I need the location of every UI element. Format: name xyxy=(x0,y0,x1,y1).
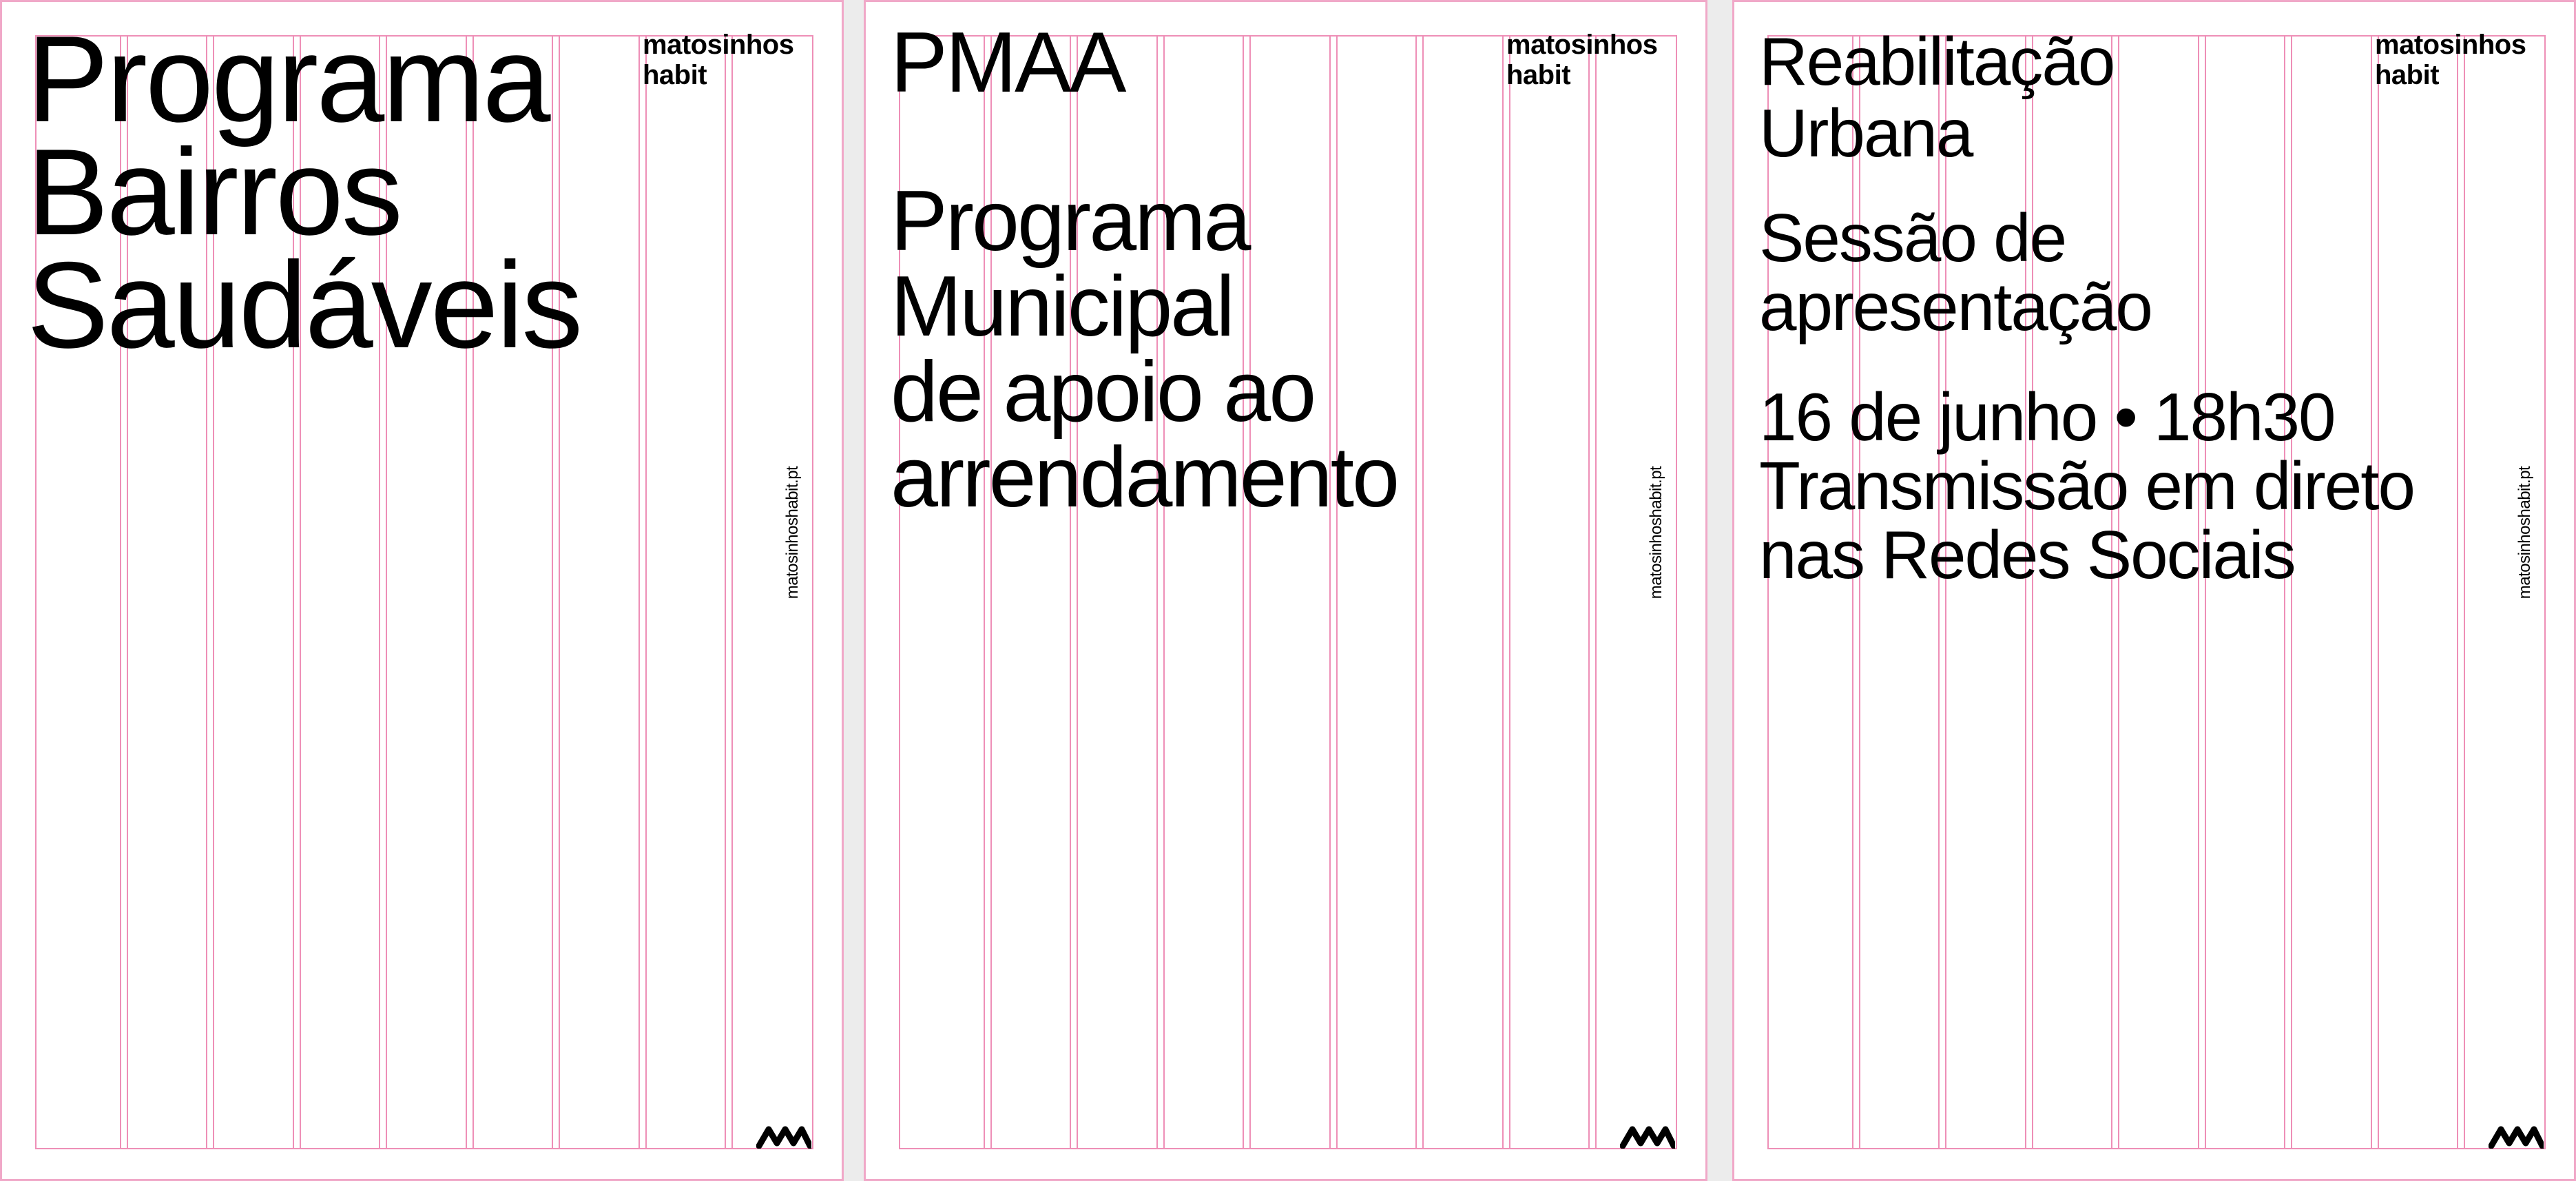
grid-guide-line xyxy=(645,37,647,1148)
website-url: matosinhoshabit.pt xyxy=(2515,466,2534,599)
brand-line: matosinhos xyxy=(2375,30,2526,60)
poster-bairros-saudaveis xyxy=(0,0,844,1181)
poster-pmaa xyxy=(864,0,1707,1181)
brand-line: matosinhos xyxy=(643,30,794,60)
poster-acronym: PMAA xyxy=(891,15,1125,110)
brand-line: habit xyxy=(643,60,707,90)
brand-line: habit xyxy=(2375,60,2440,90)
poster-title xyxy=(27,10,581,373)
separator-dot: • xyxy=(2114,379,2137,455)
title-line: Municipal xyxy=(891,259,1233,354)
grid-guide-line xyxy=(1415,37,1417,1148)
mh-logo-icon xyxy=(756,1124,811,1149)
grid-guide-line xyxy=(2464,37,2465,1148)
grid-guide-line xyxy=(731,37,733,1148)
grid-guide-line xyxy=(638,37,640,1148)
poster-subtitle xyxy=(1759,200,2152,345)
website-url: matosinhoshabit.pt xyxy=(783,466,802,599)
poster-reabilitacao-urbana xyxy=(1732,0,2576,1181)
website-url: matosinhoshabit.pt xyxy=(1647,466,1665,599)
title-line: Urbana xyxy=(1759,95,1973,171)
title-line: Bairros xyxy=(27,123,401,260)
brand-line: habit xyxy=(1506,60,1571,90)
subtitle-line: Sessão de xyxy=(1759,200,2066,276)
brand-wordmark xyxy=(643,30,793,90)
grid-guide-line xyxy=(1502,37,1504,1148)
poster-title xyxy=(1759,25,2114,169)
grid-guide-line xyxy=(1509,37,1510,1148)
title-line: de apoio ao xyxy=(891,345,1315,440)
grid-guide-line xyxy=(2371,37,2372,1148)
info-line: nas Redes Sociais xyxy=(1759,517,2295,593)
title-line: Programa xyxy=(27,10,549,147)
title-line: Saudáveis xyxy=(27,236,581,373)
grid-guide-line xyxy=(2457,37,2458,1148)
event-date: 16 de junho xyxy=(1759,379,2097,455)
grid-guide-line xyxy=(1588,37,1590,1148)
grid-guide-line xyxy=(1422,37,1424,1148)
title-line: arrendamento xyxy=(891,430,1398,525)
mh-logo-icon xyxy=(1620,1124,1675,1149)
info-line: Transmissão em direto xyxy=(1759,448,2415,524)
brand-wordmark xyxy=(1506,30,1657,90)
poster-title xyxy=(891,174,1398,525)
brand-wordmark xyxy=(2375,30,2526,90)
event-datetime xyxy=(1759,379,2414,455)
title-line: Reabilitação xyxy=(1759,23,2115,99)
subtitle-line: apresentação xyxy=(1759,269,2152,345)
mh-logo-icon xyxy=(2489,1124,2544,1149)
grid-guide-line xyxy=(725,37,726,1148)
grid-guide-line xyxy=(1595,37,1597,1148)
title-line: Programa xyxy=(891,174,1249,269)
event-time: 18h30 xyxy=(2154,379,2335,455)
brand-line: matosinhos xyxy=(1506,30,1658,60)
grid-guide-line xyxy=(2378,37,2379,1148)
event-details xyxy=(1759,379,2415,593)
